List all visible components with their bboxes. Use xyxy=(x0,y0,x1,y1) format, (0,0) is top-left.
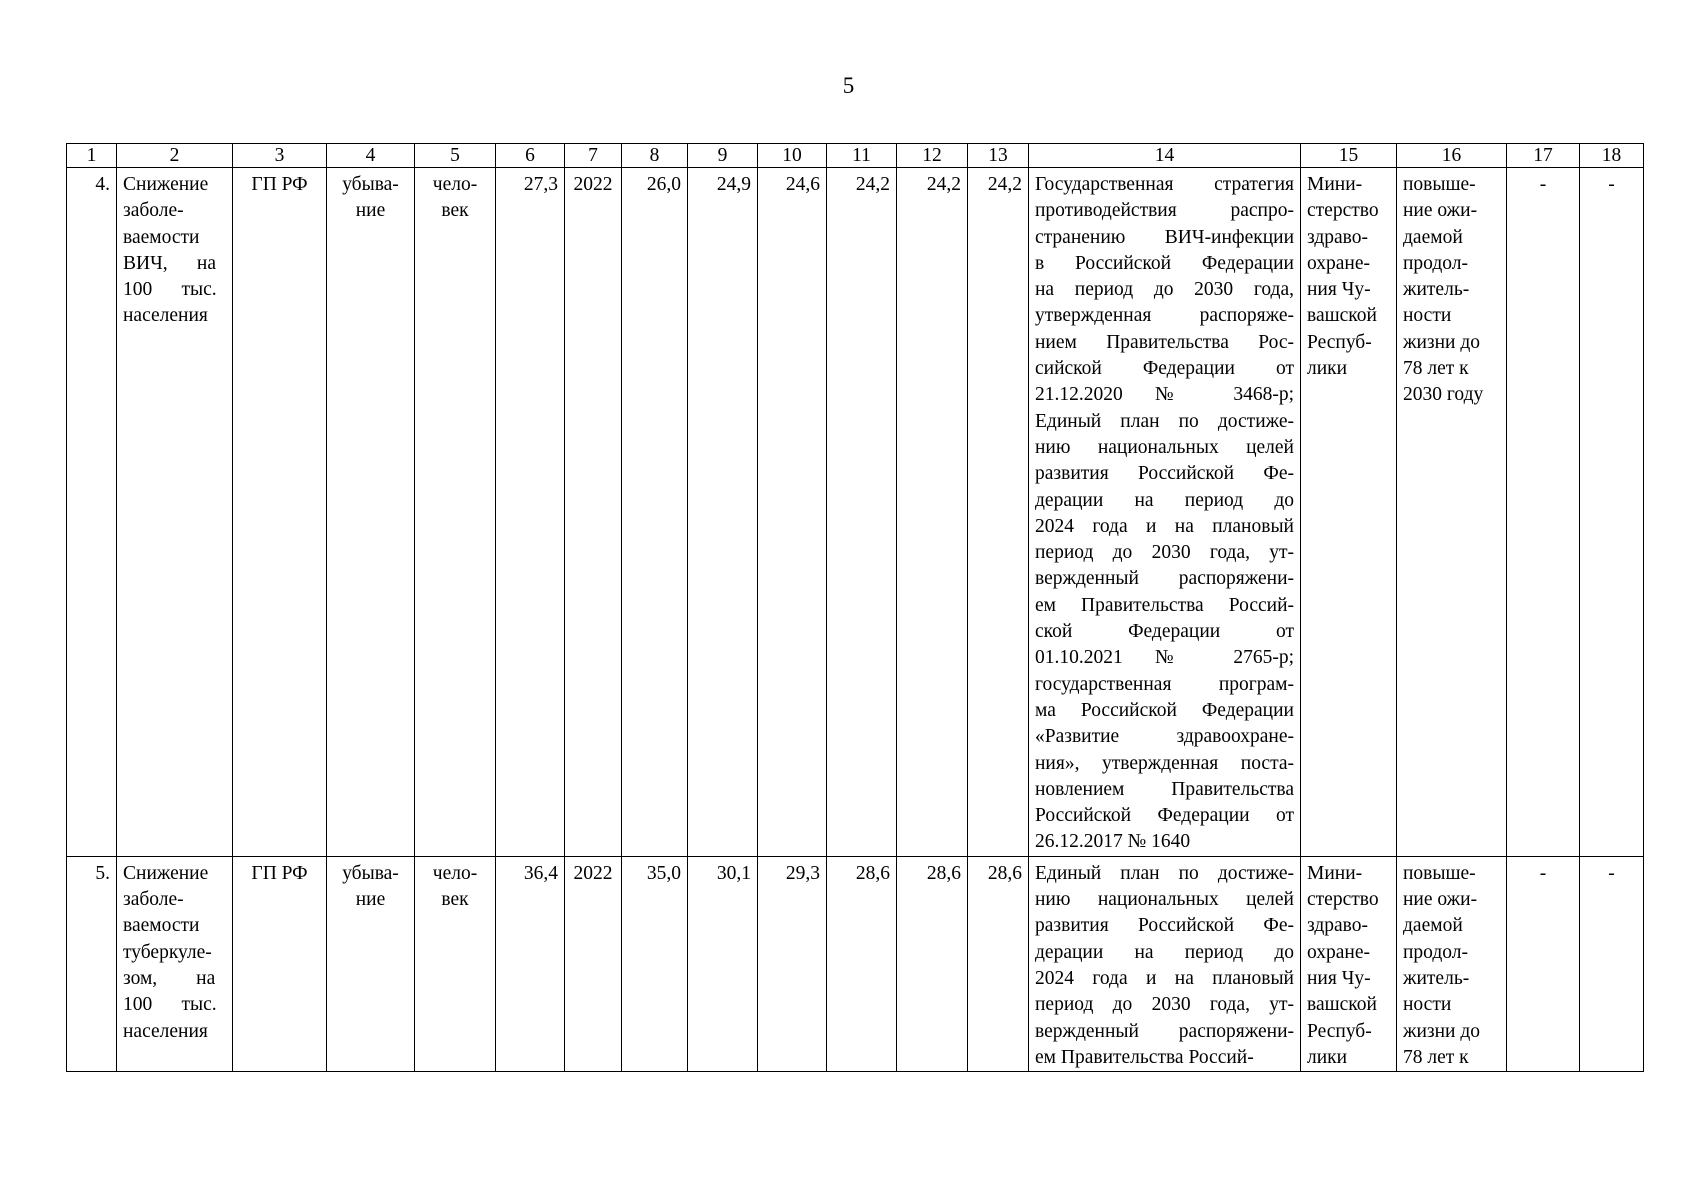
indicator-name xyxy=(117,168,233,857)
cell-line: чело- xyxy=(432,174,478,195)
value-col-11: 24,2 xyxy=(827,168,897,857)
cell-line: стерство xyxy=(1307,889,1379,911)
cell-line: противодействия распро- xyxy=(1035,200,1294,222)
cell-line: ВИЧ, на xyxy=(123,252,216,274)
responsible-body xyxy=(1301,168,1397,857)
value-col-9: 30,1 xyxy=(688,856,758,1071)
col-17-value: - xyxy=(1507,856,1580,1071)
indicators-table xyxy=(66,143,1644,1072)
cell-line: Единый план по достиже- xyxy=(1035,862,1294,884)
cell-line: вашской xyxy=(1307,305,1377,327)
cell-line: на период до 2030 года, xyxy=(1035,279,1294,301)
column-header-2: 2 xyxy=(117,144,233,168)
cell-line: лики xyxy=(1307,358,1348,380)
cell-line: 100 тыс. xyxy=(123,994,217,1016)
cell-line: заболе- xyxy=(123,200,184,222)
cell-line: век xyxy=(441,889,469,911)
column-header-6: 6 xyxy=(496,144,565,168)
column-header-13: 13 xyxy=(968,144,1029,168)
cell-line: ние ожи- xyxy=(1403,889,1478,911)
value-col-12: 24,2 xyxy=(897,168,968,857)
cell-line: здраво- xyxy=(1307,915,1368,937)
value-col-9: 24,9 xyxy=(688,168,758,857)
indicator-name xyxy=(117,856,233,1071)
page-number: 5 xyxy=(842,73,855,98)
cell-line: ния Чу- xyxy=(1307,279,1371,301)
cell-line: житель- xyxy=(1403,967,1470,989)
national-goal xyxy=(1397,856,1507,1071)
cell-line: ние xyxy=(355,200,386,222)
column-header-7: 7 xyxy=(565,144,622,168)
column-header-15: 15 xyxy=(1301,144,1397,168)
cell-line: развития Российской Фе- xyxy=(1035,915,1294,937)
cell-line: нию национальных целей xyxy=(1035,889,1294,911)
value-col-8: 35,0 xyxy=(622,856,688,1071)
cell-line: новлением Правительства xyxy=(1035,778,1294,800)
responsible-body xyxy=(1301,856,1397,1071)
cell-line: продол- xyxy=(1403,941,1469,963)
base-value: 27,3 xyxy=(496,168,565,857)
value-col-10: 29,3 xyxy=(758,856,827,1071)
cell-line: даемой xyxy=(1403,226,1463,248)
column-header-10: 10 xyxy=(758,144,827,168)
cell-line: стерство xyxy=(1307,200,1379,222)
cell-line: жизни до xyxy=(1403,1020,1481,1042)
cell-line: ваемости xyxy=(123,915,200,937)
col-18-value: - xyxy=(1580,856,1644,1071)
cell-line: Снижение xyxy=(123,862,209,884)
cell-line: 26.12.2017 № 1640 xyxy=(1035,831,1191,853)
cell-line: туберкуле- xyxy=(123,941,212,963)
document-reference xyxy=(1029,168,1301,857)
value-col-10: 24,6 xyxy=(758,168,827,857)
value-col-8: 26,0 xyxy=(622,168,688,857)
cell-line: ма Российской Федерации xyxy=(1035,699,1294,721)
cell-line: Государственная стратегия xyxy=(1035,174,1294,195)
cell-line: повыше- xyxy=(1403,174,1476,195)
column-header-18: 18 xyxy=(1580,144,1644,168)
column-header-17: 17 xyxy=(1507,144,1580,168)
column-header-11: 11 xyxy=(827,144,897,168)
level: ГП РФ xyxy=(233,856,327,1071)
cell-line: вашской xyxy=(1307,994,1377,1016)
cell-line: убыва- xyxy=(342,862,399,884)
column-header-5: 5 xyxy=(415,144,496,168)
cell-line: ния Чу- xyxy=(1307,967,1371,989)
cell-line: 01.10.2021 № 2765-р; xyxy=(1035,647,1294,669)
column-header-9: 9 xyxy=(688,144,758,168)
column-header-3: 3 xyxy=(233,144,327,168)
cell-line: вержденный распоряжени- xyxy=(1035,568,1294,590)
cell-line: период до 2030 года, ут- xyxy=(1035,994,1294,1016)
cell-line: ской Федерации от xyxy=(1035,621,1294,643)
cell-line: Единый план по достиже- xyxy=(1035,410,1294,432)
cell-line: в Российской Федерации xyxy=(1035,252,1294,274)
cell-line: странению ВИЧ-инфекции xyxy=(1035,226,1294,248)
cell-line: 2030 году xyxy=(1403,384,1484,406)
cell-line: нием Правительства Рос- xyxy=(1035,331,1294,353)
cell-line: век xyxy=(441,200,469,222)
row-number: 5. xyxy=(67,856,117,1071)
col-18-value: - xyxy=(1580,168,1644,857)
cell-line: сийской Федерации от xyxy=(1035,358,1294,380)
cell-line: убыва- xyxy=(342,174,399,195)
cell-line: жизни до xyxy=(1403,331,1481,353)
cell-line: «Развитие здравоохране- xyxy=(1035,726,1294,748)
row-number: 4. xyxy=(67,168,117,857)
cell-line: охране- xyxy=(1307,941,1371,963)
cell-line: повыше- xyxy=(1403,862,1476,884)
column-header-12: 12 xyxy=(897,144,968,168)
cell-line: Снижение xyxy=(123,174,209,195)
level: ГП РФ xyxy=(233,168,327,857)
cell-line: Мини- xyxy=(1307,174,1363,195)
cell-line: нию национальных целей xyxy=(1035,436,1294,458)
cell-line: лики xyxy=(1307,1046,1348,1068)
cell-line: ние xyxy=(355,889,386,911)
cell-line: охране- xyxy=(1307,252,1371,274)
cell-line: 78 лет к xyxy=(1403,1046,1469,1068)
cell-line: 21.12.2020 № 3468-р; xyxy=(1035,384,1294,406)
base-year: 2022 xyxy=(565,168,622,857)
cell-line: ем Правительства Россий- xyxy=(1035,1046,1254,1068)
cell-line: ваемости xyxy=(123,226,200,248)
trend xyxy=(327,168,415,857)
cell-line: чело- xyxy=(432,862,478,884)
document-reference xyxy=(1029,856,1301,1071)
value-col-11: 28,6 xyxy=(827,856,897,1071)
cell-line: 2024 года и на плановый xyxy=(1035,967,1294,989)
table-row xyxy=(67,168,1644,857)
trend xyxy=(327,856,415,1071)
cell-line: ности xyxy=(1403,305,1452,327)
cell-line: населения xyxy=(123,305,208,327)
cell-line: заболе- xyxy=(123,889,184,911)
cell-line: ние ожи- xyxy=(1403,200,1478,222)
cell-line: Респуб- xyxy=(1307,1020,1372,1042)
cell-line: Мини- xyxy=(1307,862,1363,884)
cell-line: государственная програм- xyxy=(1035,673,1294,695)
value-col-12: 28,6 xyxy=(897,856,968,1071)
cell-line: продол- xyxy=(1403,252,1469,274)
column-header-8: 8 xyxy=(622,144,688,168)
cell-line: ности xyxy=(1403,994,1452,1016)
column-header-14: 14 xyxy=(1029,144,1301,168)
value-col-13: 24,2 xyxy=(968,168,1029,857)
cell-line: 100 тыс. xyxy=(123,279,217,301)
cell-line: развития Российской Фе- xyxy=(1035,463,1294,485)
cell-line: населения xyxy=(123,1020,208,1042)
national-goal xyxy=(1397,168,1507,857)
cell-line: период до 2030 года, ут- xyxy=(1035,542,1294,564)
column-header-16: 16 xyxy=(1397,144,1507,168)
cell-line: житель- xyxy=(1403,279,1470,301)
cell-line: утвержденная распоряже- xyxy=(1035,305,1294,327)
base-value: 36,4 xyxy=(496,856,565,1071)
cell-line: здраво- xyxy=(1307,226,1368,248)
cell-line: даемой xyxy=(1403,915,1463,937)
cell-line: 78 лет к xyxy=(1403,358,1469,380)
cell-line: ния», утвержденная поста- xyxy=(1035,752,1294,774)
cell-line: зом, на xyxy=(123,967,216,989)
column-header-4: 4 xyxy=(327,144,415,168)
cell-line: дерации на период до xyxy=(1035,941,1294,963)
table-row xyxy=(67,856,1644,1071)
cell-line: дерации на период до xyxy=(1035,489,1294,511)
col-17-value: - xyxy=(1507,168,1580,857)
header-row xyxy=(67,144,1644,168)
unit xyxy=(415,856,496,1071)
base-year: 2022 xyxy=(565,856,622,1071)
column-header-1: 1 xyxy=(67,144,117,168)
value-col-13: 28,6 xyxy=(968,856,1029,1071)
cell-line: вержденный распоряжени- xyxy=(1035,1020,1294,1042)
unit xyxy=(415,168,496,857)
cell-line: Российской Федерации от xyxy=(1035,805,1294,827)
cell-line: ем Правительства Россий- xyxy=(1035,594,1294,616)
cell-line: 2024 года и на плановый xyxy=(1035,515,1294,537)
cell-line: Респуб- xyxy=(1307,331,1372,353)
